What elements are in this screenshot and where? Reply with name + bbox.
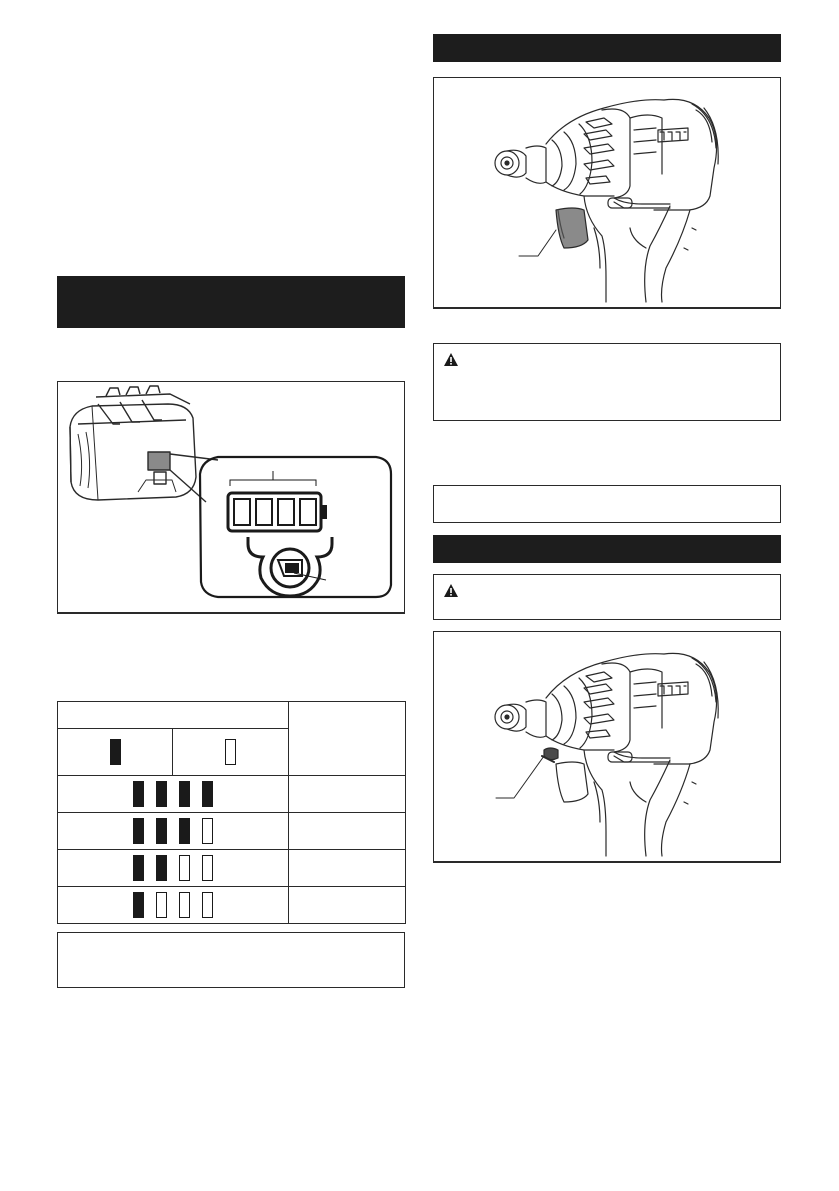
- warning-triangle-icon: [443, 583, 459, 598]
- lamp-lit-icon: [202, 781, 213, 807]
- lamp-off-icon: [156, 892, 167, 918]
- lamp-lit-icon: [156, 818, 167, 844]
- lamp-lit-icon: [156, 781, 167, 807]
- battery-figure: [57, 381, 405, 614]
- legend-off-cell: [173, 729, 289, 776]
- lamp-off-icon: [179, 855, 190, 881]
- lamp-lit-icon: [179, 818, 190, 844]
- drill-figure-1: [433, 77, 781, 309]
- table-header-capacity: [289, 702, 406, 776]
- note-box-1: [433, 485, 781, 523]
- table-row: [58, 813, 406, 850]
- drill-illustration-2: [434, 632, 779, 860]
- capacity-cell: [289, 776, 406, 813]
- lamp-lit-icon: [179, 781, 190, 807]
- lamp-lit-icon: [133, 781, 144, 807]
- warning-box-1: [433, 343, 781, 421]
- note-box-left: [57, 932, 405, 988]
- lamp-lit-icon: [133, 892, 144, 918]
- drill-figure-2: [433, 631, 781, 863]
- drill-illustration-1: [434, 78, 779, 306]
- battery-illustration: [58, 382, 403, 611]
- legend-lit-cell: [58, 729, 173, 776]
- lamp-row: [58, 887, 289, 924]
- lamp-lit-icon: [110, 739, 121, 765]
- table-row: [58, 850, 406, 887]
- lamp-off-icon: [202, 818, 213, 844]
- lamp-row: [58, 776, 289, 813]
- lamp-row: [58, 813, 289, 850]
- lamp-lit-icon: [133, 855, 144, 881]
- warning-box-2: [433, 574, 781, 620]
- table-header-indicator: [58, 702, 289, 729]
- section-heading-bar: [57, 276, 405, 328]
- section-bar-2: [433, 535, 781, 563]
- lamp-off-icon: [179, 892, 190, 918]
- lamp-off-icon: [202, 892, 213, 918]
- capacity-cell: [289, 850, 406, 887]
- capacity-cell: [289, 813, 406, 850]
- capacity-table: [57, 701, 406, 924]
- lamp-lit-icon: [133, 818, 144, 844]
- lamp-off-icon: [202, 855, 213, 881]
- lamp-lit-icon: [156, 855, 167, 881]
- section-bar-1: [433, 34, 781, 62]
- lamp-off-icon: [225, 739, 236, 765]
- table-row: [58, 887, 406, 924]
- table-row: [58, 776, 406, 813]
- warning-triangle-icon: [443, 352, 459, 367]
- lamp-row: [58, 850, 289, 887]
- capacity-cell: [289, 887, 406, 924]
